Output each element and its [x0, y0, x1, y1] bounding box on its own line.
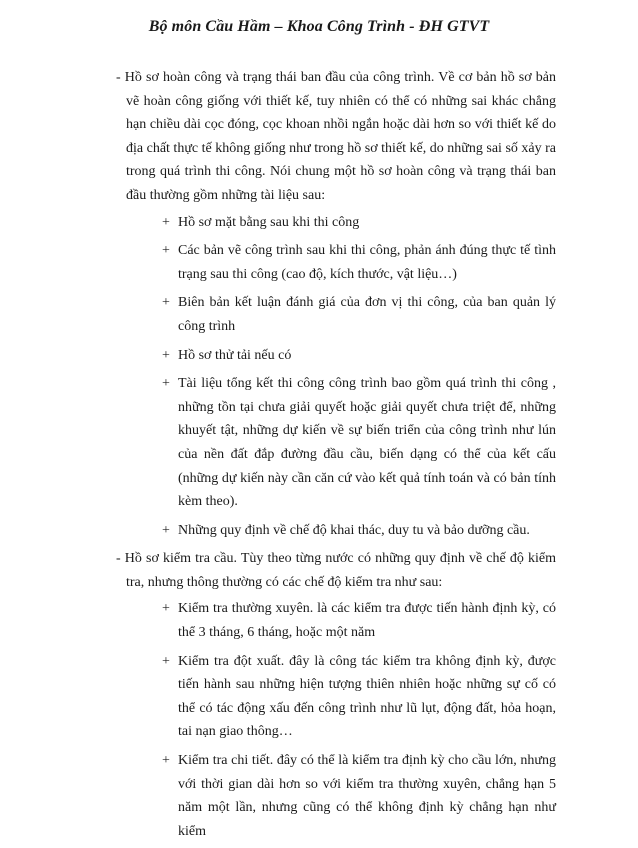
plus-bullet-icon: + [162, 653, 170, 669]
plus-bullet-icon: + [162, 753, 170, 769]
list-item: + Các bản vẽ công trình sau khi thi công, phản ánh đúng thực tế tình trạng sau thi công (cao độ, kích thước, vật liệu…) [112, 239, 556, 286]
plus-bullet-icon: + [162, 522, 170, 538]
section-1-list [112, 211, 556, 543]
page-header: Bộ môn Cầu Hầm – Khoa Công Trình - ĐH GTVT [148, 18, 490, 35]
list-item: + Kiểm tra chi tiết. đây có thể là kiểm tra định kỳ cho cầu lớn, nhưng với thời gian dài hơn so với kiểm tra thường xuyên, chẳng hạn 5 năm một lần, nhưng cũng có thể không định kỳ chẳng hạn như kiểm [112, 749, 556, 843]
plus-bullet-icon: + [162, 243, 170, 259]
list-item: + Kiểm tra thường xuyên. là các kiểm tra được tiến hành định kỳ, có thể 3 tháng, 6 tháng, hoặc một năm [112, 597, 556, 644]
list-item: + Hồ sơ thử tải nếu có [112, 344, 556, 368]
plus-bullet-icon: + [162, 295, 170, 311]
list-item: + Kiểm tra đột xuất. đây là công tác kiểm tra không định kỳ, được tiến hành sau những hiện tượng thiên nhiên hoặc những sự cố có thể có tác động xấu đến công trình như lũ lụt, động đất, hỏa hoạn, tai nạn giao thông… [112, 650, 556, 744]
document-body [112, 66, 556, 848]
plus-bullet-icon: + [162, 601, 170, 617]
plus-bullet-icon: + [162, 214, 170, 230]
list-item: + Tài liệu tổng kết thi công công trình bao gồm quá trình thi công , những tồn tại chưa giải quyết hoặc giải quyết chưa triệt để, những khuyết tật, những dự kiến về sự biến triển của công trình như lún của nền đất đắp đường đầu cầu, biến dạng có thể của kết cấu (những dự kiến này cần căn cứ vào kết quả tính toán và có bản tính kèm theo). [112, 372, 556, 514]
list-item: + Biên bản kết luận đánh giá của đơn vị thi công, của ban quản lý công trình [112, 291, 556, 338]
list-item: + Hồ sơ mặt bằng sau khi thi công [112, 211, 556, 235]
plus-bullet-icon: + [162, 347, 170, 363]
section-2-intro: - Hồ sơ kiểm tra cầu. Tùy theo từng nước có những quy định về chế độ kiểm tra, nhưng thông thường có các chế độ kiểm tra như sau: [116, 551, 556, 590]
section-1-intro: - Hồ sơ hoàn công và trạng thái ban đầu của công trình. Về cơ bản hồ sơ bản vẽ hoàn công giống với thiết kế, tuy nhiên có thể có những sai khác chẳng hạn chiều dài cọc đóng, cọc khoan nhồi ngắn hoặc dài hơn so với thiết kế do địa chất thực tế không giống như trong hồ sơ thiết kế, do những sai số xảy ra trong quá trình thi công. Nói chung một hồ sơ hoàn công và trạng thái ban đầu thường gồm những tài liệu sau: [116, 70, 556, 203]
section-2-list [112, 597, 556, 843]
list-item: + Những quy định về chế độ khai thác, duy tu và bảo dưỡng cầu. [112, 519, 556, 543]
plus-bullet-icon: + [162, 376, 170, 392]
